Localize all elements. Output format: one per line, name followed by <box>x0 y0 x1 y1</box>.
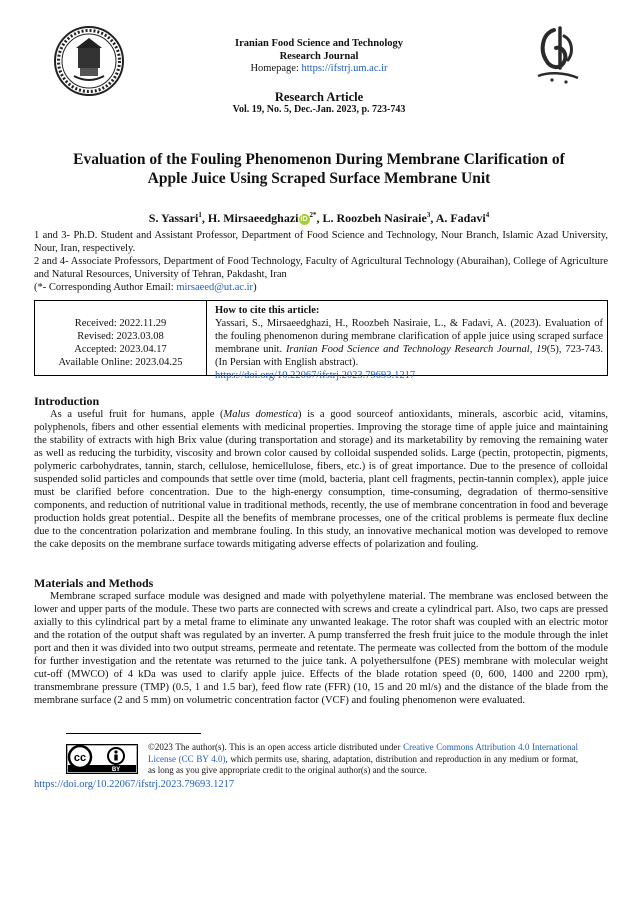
author-1-sup: 1 <box>198 211 202 219</box>
citation-panel <box>215 304 603 382</box>
paper-title: Evaluation of the Fouling Phenomenon During Membrane Clarification of Apple Juice Using Scraped Surface Membrane Unit <box>73 151 565 187</box>
corr-email-link[interactable]: mirsaeed@ut.ac.ir <box>176 282 254 293</box>
box-divider <box>206 301 207 375</box>
citation-body <box>215 317 603 369</box>
author-3-sup: 3 <box>426 211 431 219</box>
author-2-sup: 2* <box>309 211 317 219</box>
accepted-date: Accepted: 2023.04.17 <box>74 344 167 355</box>
article-type: Research Article <box>274 90 364 104</box>
author-2: H. Mirsaeedghazi <box>207 211 299 225</box>
orcid-icon[interactable]: iD <box>300 216 308 223</box>
badge-cc-text: cc <box>73 752 87 764</box>
license-text-2: , which permits use, sharing, adaptation, distribution and reproduction in any medium or format, as long as you give appropriate credit to the original author(s) and the source. <box>148 753 578 775</box>
revised-date: Revised: 2023.03.08 <box>77 331 164 342</box>
author-4: A. Fadavi <box>435 211 486 225</box>
article-info-box <box>34 300 608 381</box>
footnote-rule <box>66 733 201 734</box>
journal-header <box>180 38 458 76</box>
corr-close: ) <box>253 282 257 293</box>
journal-name: Iranian Food Science and Technology <box>234 38 404 49</box>
online-date: Available Online: 2023.04.25 <box>58 357 183 368</box>
methods-body <box>34 590 608 707</box>
received-date: Received: 2022.11.29 <box>74 318 167 329</box>
author-4-sup: 4 <box>485 211 490 219</box>
dates-panel <box>35 317 206 369</box>
citation-issue: (5), 723-743. (In Persian with English abstract). <box>215 344 604 368</box>
citation-journal: Iranian Food Science and Technology Research Journal, 19 <box>285 344 547 355</box>
homepage-link[interactable]: https://ifstrj.um.ac.ir <box>301 63 388 74</box>
author-3: L. Roozbeh Nasiraie <box>322 211 427 225</box>
homepage-label: Homepage: <box>250 63 302 74</box>
methods-paragraph: Membrane scraped surface module was designed and made with polyethylene material. The membrane was enclosed between the lower and upper parts of the module. These two parts are connected with screws and create a cylindrical part. Also, two caps are pressed axially to this cylindrical part by a metal frame to eliminate any unwanted leakage. The rotor shaft was coupled with an electric motor and the rotation of the output shaft was regulated by an inverter. A pump transferred the fresh fruit juice to the module through the inlet port and then it was divided into two output streams, permeate and retentate. The permeate was collected from the bottom of the module for further investigation and the retentate was returned to the juice tank. A polyethersulfone (PES) membrane with molecular weight cut-off (MWCO) of 4 kDa was used to clarify apple juice. Effects of the blade rotation speed (0, 600, 1400 and 2200 rpm), transmembrane pressure (TMP) (0.5, 1 and 1.5 bar), feed flow rate (FFR) (10, 15 and 20 ml/s) and the distance of the blade from the membrane surface (2 and 5 mm) on volumetric concentration factor (VCF) and fouling phenomenon were evaluated. <box>34 591 608 706</box>
intro-species: Malus domestica <box>223 409 299 420</box>
citation-doi-link[interactable]: https://doi.org/10.22067/ifstrj.2023.79693.1217 <box>215 370 416 381</box>
introduction-paragraph <box>34 408 608 551</box>
license-text-1: ©2023 The author(s). This is an open access article distributed under <box>148 742 404 752</box>
license-text <box>148 742 578 777</box>
badge-by-text: BY <box>111 767 121 773</box>
corr-label: (*- Corresponding Author Email: <box>34 282 177 293</box>
citation-text: Yassari, S., Mirsaeedghazi, H., Roozbeh Nasiraie, L., & Fadavi, A. (2023). Evaluation of the fouling phenomenon during membrane clarification of apple juice using scraped surface membrane unit. <box>215 318 603 355</box>
author-list: S. Yassari$^1$, H. Mirsaeedghazi $iD^{2*}$, L. Roozbeh Nasiraie$^3$, A. Fadavi$^4$ <box>148 211 490 225</box>
homepage-line <box>180 63 458 76</box>
footer-doi-link[interactable]: https://doi.org/10.22067/ifstrj.2023.79693.1217 <box>34 779 235 790</box>
license-link[interactable]: Creative Commons Attribution 4.0 International License (CC BY 4.0) <box>148 742 578 764</box>
affiliations <box>34 229 608 294</box>
intro-text-start: As a useful fruit for humans, apple ( <box>50 409 224 420</box>
affiliation-2: 2 and 4- Associate Professors, Department of Food Technology, Faculty of Agricultural Technology (Aburaihan), College of Agriculture and Natural Resources, University of Tehran, Pakdasht, Iran <box>34 256 608 280</box>
university-seal-icon <box>52 24 126 98</box>
introduction-body <box>34 408 608 551</box>
journal-logo-icon <box>524 24 588 88</box>
corresponding-author <box>34 281 608 294</box>
intro-text-rest: ) is a good sourceof antioxidants, minerals, ascorbic acid, vitamins, polyphenols, fibers and other essential elements with medicinal properties. Improving the storage time of apple juice and maintaining the stability of extracts with high Brix value (during transportation and storage) and its marketability by removing the remaining water as well as reducing the turbidity, viscosity and brown color caused by colloidal suspended solids. Large (pectin, protopectin, pigments, polymeric carbohydrates, tannin, starch, cellulose, hemicellulose, fibers, etc.) is of great importance. Due to the presence of colloidal suspended solid particles and compounds that settle over time (mold, bacteria, plant cell fragments, pectin-tannin complex), apple juice must be clarified before concentration. Due to the high-energy consumption, time-consuming, degradation of thermo-sensitive components, and reduction of nutritional value in traditional methods, recently, the use of membrane concentration in food and beverage production holds great potential.. Despite all the benefits of membrane processes, one of the critical problems is permeate flux decline due to the concentration polarization and membrane fouling. In this study, an innovative mechanical motion was developed to remove the cake deposits on the membrane surface towards mitigating adverse effects of polarization and fouling. <box>34 409 608 550</box>
journal-subtitle: Research Journal <box>279 50 359 62</box>
cc-by-license-icon[interactable] <box>66 744 138 774</box>
introduction-heading: Introduction <box>34 394 100 408</box>
citation-heading: How to cite this article: <box>215 305 320 316</box>
methods-heading: Materials and Methods <box>34 576 154 590</box>
affiliation-1: 1 and 3- Ph.D. Student and Assistant Professor, Department of Food Science and Technology, Nour Branch, Islamic Azad University, Nour, Iran, respectively. <box>34 230 608 254</box>
volume-info: Vol. 19, No. 5, Dec.-Jan. 2023, p. 723-743 <box>232 104 406 115</box>
author-1: S. Yassari <box>148 211 199 225</box>
